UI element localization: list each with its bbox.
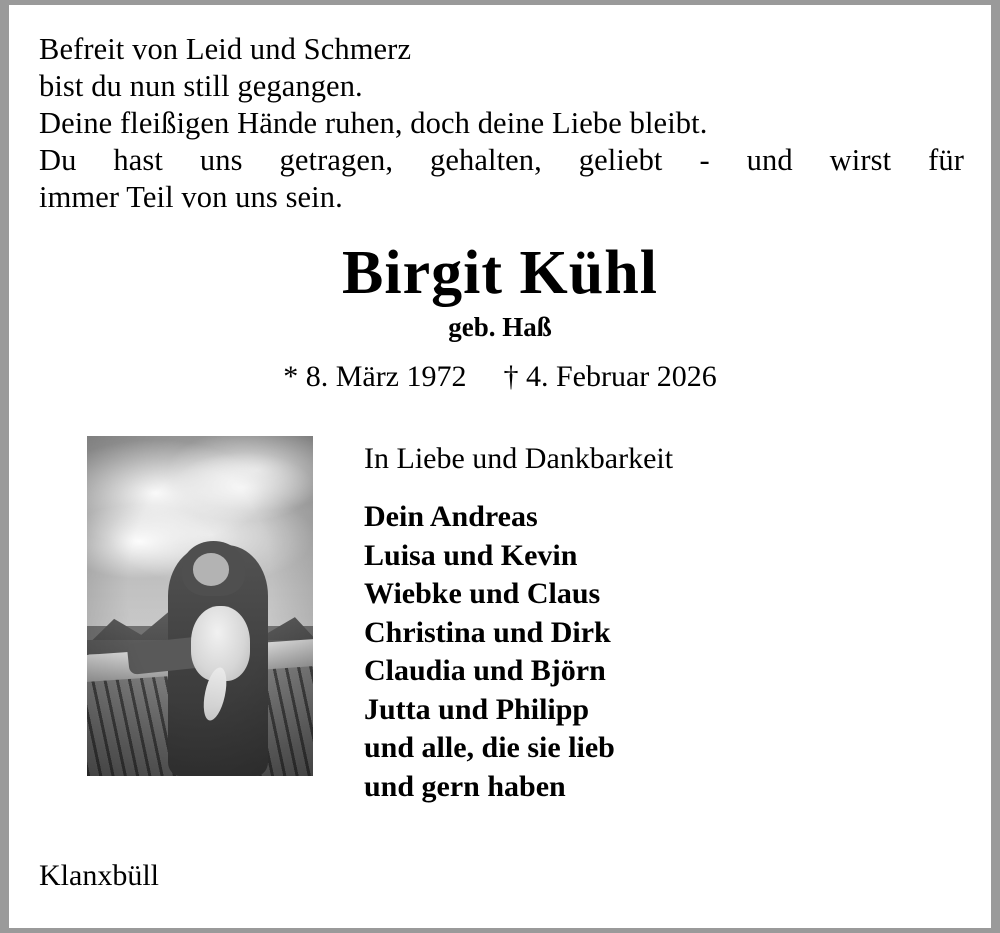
list-item: Wiebke und Claus <box>364 577 601 610</box>
maiden-name: geb. Haß <box>448 312 552 342</box>
life-dates <box>39 358 961 396</box>
lower-section <box>39 436 961 806</box>
verse-line: Deine fleißigen Hände ruhen, doch deine Liebe bleibt. <box>39 106 708 140</box>
verse-block <box>39 31 964 216</box>
list-item: Dein Andreas <box>364 500 538 533</box>
place-name: Klanxbüll <box>39 859 159 892</box>
portrait-photo <box>87 436 313 776</box>
list-item: und alle, die sie lieb <box>364 731 615 764</box>
list-item: und gern haben <box>364 769 566 803</box>
birth-date: * 8. März 1972 <box>283 360 467 393</box>
dedication-line: In Liebe und Dankbarkeit <box>364 442 674 475</box>
deceased-name: Birgit Kühl <box>342 239 658 307</box>
verse-line: immer Teil von uns sein. <box>39 180 343 214</box>
photo-column <box>39 436 314 806</box>
photo-vignette <box>87 436 313 776</box>
verse-line: Du hast uns getragen, gehalten, geliebt - und wirst für <box>39 143 964 177</box>
death-date: † 4. Februar 2026 <box>503 360 717 393</box>
notice-content <box>9 5 991 928</box>
name-block <box>39 240 961 396</box>
list-item: Luisa und Kevin <box>364 538 578 572</box>
verse-line: bist du nun still gegangen. <box>39 69 363 103</box>
list-item: Claudia und Björn <box>364 654 606 687</box>
mourners-list <box>364 498 961 806</box>
mourning-text-column <box>314 436 961 806</box>
list-item: Christina und Dirk <box>364 615 611 649</box>
verse-line: Befreit von Leid und Schmerz <box>39 32 412 66</box>
list-item: Jutta und Philipp <box>364 692 590 726</box>
